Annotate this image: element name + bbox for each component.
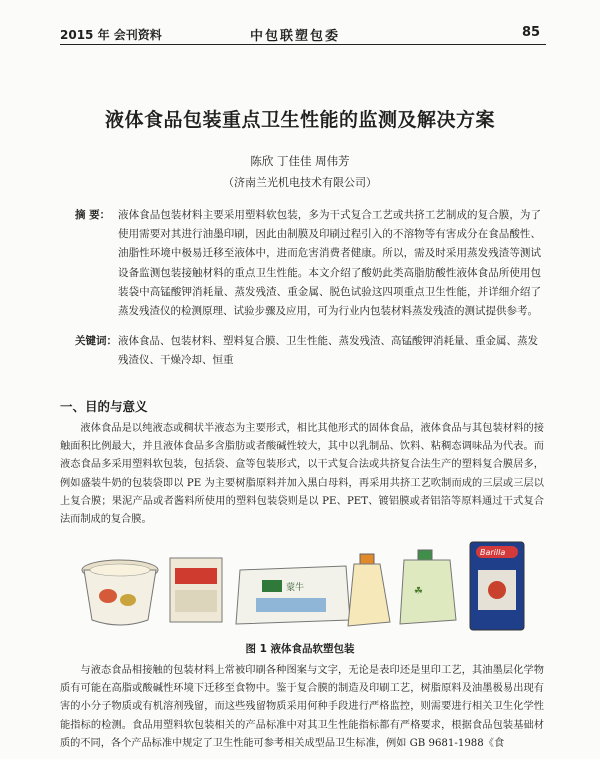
abstract-label: 摘 要：	[75, 209, 111, 221]
header-rule	[60, 44, 546, 45]
pouch-label-icon: ☘	[414, 586, 423, 597]
article-authors: 陈欣 丁佳佳 周伟芳	[250, 154, 350, 168]
figure-packaging-photo	[78, 540, 528, 632]
juice-box-image	[170, 558, 222, 622]
figure-caption: 图 1 液体食品软塑包装	[245, 643, 355, 655]
milk-pouch-image	[236, 566, 350, 624]
abstract-text: 液体食品包装材料主要采用塑料软包装，多为干式复合工艺或共挤工艺制成的复合膜，为了使用需要对其进行油墨印刷，因此由制膜及印刷过程引入的不溶物等有害成分在食品酸性、油脂性环境中极易迁移至液体中，进而危害消费者健康。所以，需及时采用蒸发残渣等测试设备监测包装接触材料的重点卫生性能。本文介绍了酸奶此类高脂肪酸性液体食品所使用包装袋中高锰酸钾消耗量、蒸发残渣、重金属、脱色试验这四项重点卫生性能，并详细介绍了蒸发残渣仪的检测原理、试验步骤及应用，可为行业内包装材料蒸发残渣的测试提供参考。	[118, 209, 541, 318]
spout-pouch-image	[348, 550, 456, 626]
keywords-block	[75, 332, 541, 370]
keywords-text: 液体食品、包装材料、塑料复合膜、卫生性能、蒸发残渣、高锰酸钾消耗量、重金属、蒸发残渣仪、干燥冷却、恒重	[118, 335, 538, 367]
keywords-label: 关键词：	[75, 335, 117, 347]
header-journal: 2015 年 会刊资料	[60, 28, 162, 42]
header-org: 中包联塑包委	[250, 29, 341, 44]
pouch-brand-text: 蒙牛	[286, 583, 305, 593]
packaging-illustration	[78, 540, 528, 632]
yogurt-cup-image	[82, 560, 158, 625]
article-affiliation: （济南兰光机电技术有限公司）	[223, 176, 377, 189]
page-number: 85	[522, 25, 541, 40]
sauce-brand-text: Barilla	[480, 548, 506, 557]
section-heading: 一、目的与意义	[60, 399, 148, 414]
body-paragraph-1: 液体食品是以纯液态或稠状半液态为主要形式，相比其他形式的固体食品，液体食品与其包装材料的接触面积比例最大，并且液体食品多含脂肪或者酸碱性较大，其中以乳制品、饮料、粘稠态调味品为代表。而液态食品多采用塑料软包装，包括袋、盒等包装形式，以干式复合法或共挤复合法生产的塑料复合膜居多，例如盛装牛奶的包装袋即以 PE 为主要树脂原料并加入黑白母料，再采用共挤工艺吹制而成的三层或三层以上复合膜；果泥产品或者酱料所使用的塑料包装袋则是以 PE、PET、镀铝膜或者铝箔等原料通过干式复合法而制成的复合膜。	[60, 423, 544, 526]
running-header	[0, 22, 600, 44]
sauce-bag-image	[470, 542, 524, 630]
article-title: 液体食品包装重点卫生性能的监测及解决方案	[104, 109, 495, 131]
abstract-block	[75, 206, 541, 321]
body-paragraph-2: 与液态食品相接触的包装材料上常被印刷各种图案与文字，无论是表印还是里印工艺，其油墨层化学物质有可能在高脂或酸碱性环境下迁移至食物中。鉴于复合膜的制造及印刷工艺，树脂原料及油墨极易出现有害的小分子物质或有机溶剂残留，而这些残留物质采用何种手段进行严格监控，则需要进行相关卫生化学性能指标的检测。食品用塑料软包装相关的产品标准中对其卫生性能指标都有严格要求，根据食品包装基础材质的不同，各个产品标准中规定了卫生性能可参考相关成型品卫生标准，例如 GB 9681-1988《食	[60, 665, 544, 749]
